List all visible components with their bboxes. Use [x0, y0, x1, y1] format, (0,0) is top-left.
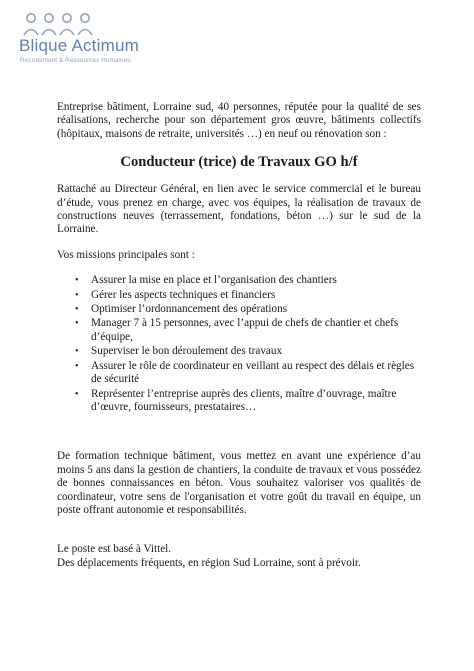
list-item: • Superviser le bon déroulement des travaux	[75, 345, 283, 358]
list-item: • Gérer les aspects techniques et financiers	[75, 288, 276, 301]
job-offer-body	[57, 101, 421, 570]
bullet-icon: •	[75, 346, 79, 358]
people-icon	[22, 12, 114, 36]
bullet-icon: •	[75, 304, 79, 316]
list-item: • Assurer le rôle de coordinateur en veillant au respect des délais et règles de sécurité	[75, 359, 415, 386]
travel-line: Des déplacements fréquents, en région Sud Lorraine, sont à prévoir.	[57, 556, 361, 569]
role-paragraph: Rattaché au Directeur Général, en lien avec le service commercial et le bureau d’étude, vous prenez en charge, avec vos équipes, la réalisation de travaux de constructions neuves (terrassement, fondations, béton …) sur le sud de la Lorraine.	[57, 183, 421, 236]
list-item: • Assurer la mise en place et l’organisation des chantiers	[75, 274, 337, 287]
intro-paragraph: Entreprise bâtiment, Lorraine sud, 40 personnes, réputée pour la qualité de ses réalisations, recherche pour son département gros œuvre, bâtiments collectifs (hôpitaux, maisons de retraite, universités …) en neuf ou rénovation son :	[57, 101, 421, 140]
bullet-icon: •	[75, 388, 79, 400]
company-logo	[19, 12, 169, 70]
bullet-icon: •	[75, 275, 79, 287]
missions-list	[57, 274, 421, 414]
logo-name: Blique Actimum	[19, 36, 139, 55]
formation-paragraph: De formation technique bâtiment, vous mettez en avant une expérience d’au moins 5 ans dans la gestion de chantiers, la conduite de travaux et vous possédez de bonnes connaissances en béton. Vous souhaitez valoriser vos qualités de coordinateur, votre sens de l'organisation et votre goût du travail en équipe, un poste offrant autonomie et responsabilités.	[57, 450, 421, 516]
logo-tagline: Recrutement & Ressources Humaines	[20, 57, 131, 64]
bullet-icon: •	[75, 360, 79, 372]
bullet-icon: •	[75, 289, 79, 301]
list-item: • Optimiser l’ordonnancement des opérations	[75, 303, 288, 316]
missions-label: Vos missions principales sont :	[57, 248, 195, 261]
job-title: Conducteur (trice) de Travaux GO h/f	[120, 154, 358, 171]
list-item: • Représenter l’entreprise auprès des clients, maître d’ouvrage, maître d’œuvre, fournisseurs, prestataires…	[75, 387, 397, 413]
list-item: • Manager 7 à 15 personnes, avec l’appui de chefs de chantier et chefs d’équipe,	[75, 317, 399, 343]
bullet-icon: •	[75, 318, 79, 330]
location-line: Le poste est basé à Vittel.	[57, 543, 172, 556]
